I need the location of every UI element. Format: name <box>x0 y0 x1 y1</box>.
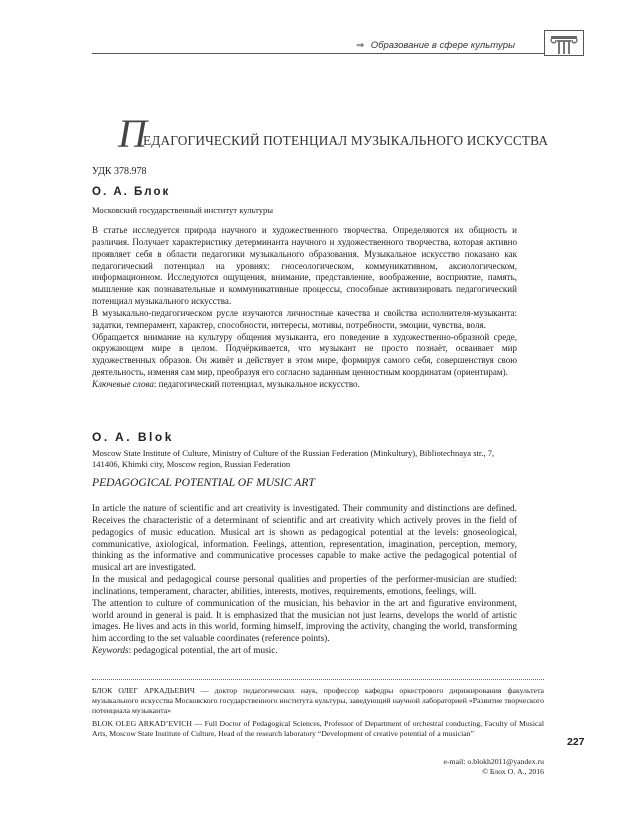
keywords-en <box>92 646 517 658</box>
title-initial: П <box>118 111 147 156</box>
arrow-right-icon: ⇒ <box>356 40 365 51</box>
header-rule <box>92 53 544 54</box>
keywords-en-label: Keywords <box>92 646 129 657</box>
abstract-ru <box>92 225 517 391</box>
contacts <box>92 757 544 777</box>
footer-divider <box>92 679 544 680</box>
abstract-ru-paragraph: В статье исследуется природа научного и художественного творчества. Определяются их общность и различия. Получает характеристику детерминанта научного и художественного творчества, которая активно проявляет себя в области педагогики музыкального образования. Музыкальное искусство показано как педагогический потенциал на уровнях: гносеологическом, коммуникативном, аксиологическом, информационном. Исследуются ощущения, внимание, представление, воображение, восприятие, память, мышление как познавательные и коммуникативные процессы, способные активизировать педагогический потенциал музыкального искусства. <box>92 225 517 307</box>
author-bio <box>92 686 544 742</box>
page-number: 227 <box>567 736 585 748</box>
keywords-ru-label: Ключевые слова <box>92 378 154 389</box>
abstract-en-paragraph: In the musical and pedagogical course personal qualities and properties of the performer-musician are studied: inclinations, temperament, character, abilities, interests, motives, requirements, emotions, feelings, will. <box>92 575 517 597</box>
title-text: ЕДАГОГИЧЕСКИЙ ПОТЕНЦИАЛ МУЗЫКАЛЬНОГО ИСКУССТВА <box>143 133 549 148</box>
institution-ru: Московский государственный институт культуры <box>92 205 274 215</box>
abstract-en <box>92 504 517 658</box>
abstract-ru-paragraph: Обращается внимание на культуру общения музыканта, его поведение в художественно-образной среде, окружающем мире в целом. Подчёркивается, что музыкант не просто познаёт, осваивает мир художественных образов. Он живёт и действует в этом мире, формируя самого себя, совершенствуя свою деятельность, изменяя сам мир, преобразуя его согласно заданным ценностным координатам (ориентирам). <box>92 331 517 378</box>
title-en: PEDAGOGICAL POTENTIAL OF MUSIC ART <box>92 476 315 489</box>
copyright: © Блох О. А., 2016 <box>482 767 544 776</box>
section-title: Образование в сфере культуры <box>370 40 515 51</box>
column-capital-icon <box>544 30 584 56</box>
institution-en: Moscow State Institute of Culture, Ministry of Culture of the Russian Federation (Minkultury), Bibliotechnaya str., 7, 141406, Khimki city, Moscow region, Russian Federation <box>92 448 495 469</box>
keywords-en-text: : pedagogical potential, the art of music. <box>128 646 278 657</box>
author-name-ru: О. А. Блок <box>92 186 171 198</box>
running-header <box>330 40 515 51</box>
abstract-ru-paragraph: В музыкально-педагогическом русле изучаются личностные качества и свойства исполнителя-музыканта: задатки, темперамент, характер, способности, интересы, мотивы, потребности, эмоции, чувства, воля. <box>92 307 517 330</box>
author-name-en: O. A. Blok <box>92 430 174 444</box>
bio-ru: БЛОК ОЛЕГ АРКАДЬЕВИЧ — доктор педагогических наук, профессор кафедры оркестрового дирижирования факультета музыкального искусства Московского государственного института культуры, заведующий научной лабораторией «Развитие творческого потенциала музыканта» <box>92 686 544 715</box>
udk-code: УДК 378.978 <box>92 166 147 177</box>
keywords-ru-text: : педагогический потенциал, музыкальное искусство. <box>153 378 360 389</box>
bio-en: BLOK OLEG ARKAD’EVICH — Full Doctor of Pedagogical Sciences, Professor of Department of orchestral conducting, Faculty of Musical Arts, Moscow State Institute of Culture, Head of the research laboratory “Development of creative potential of a musician” <box>92 719 544 738</box>
keywords-ru <box>92 379 517 391</box>
email-link[interactable]: e-mail: o.blokh2011@yandex.ru <box>443 757 544 766</box>
article-title <box>118 111 549 156</box>
abstract-en-paragraph: The attention to culture of communication of the musician, his behavior in the art and figurative environment, world around in general is paid. It is emphasized that the musician not just learns, develops the world of artistic images. He lives and acts in this world, forming himself, improving the activity, changing the world, transforming him according to the set valuable coordinates (reference points). <box>92 598 517 645</box>
abstract-en-paragraph: In article the nature of scientific and art creativity is investigated. Their community and distinctions are defined. Receives the characteristic of a determinant of scientific and art creativity which actively proves in the field of pedagogics of music education. Musical art is shown as pedagogical potential at the levels: gnoseological, communicative, axiological, information. Feelings, attention, representation, imagination, perception, memory, thinking as the informative and communicative processes capable to make active the pedagogical potential of musical art are investigated. <box>92 504 517 574</box>
